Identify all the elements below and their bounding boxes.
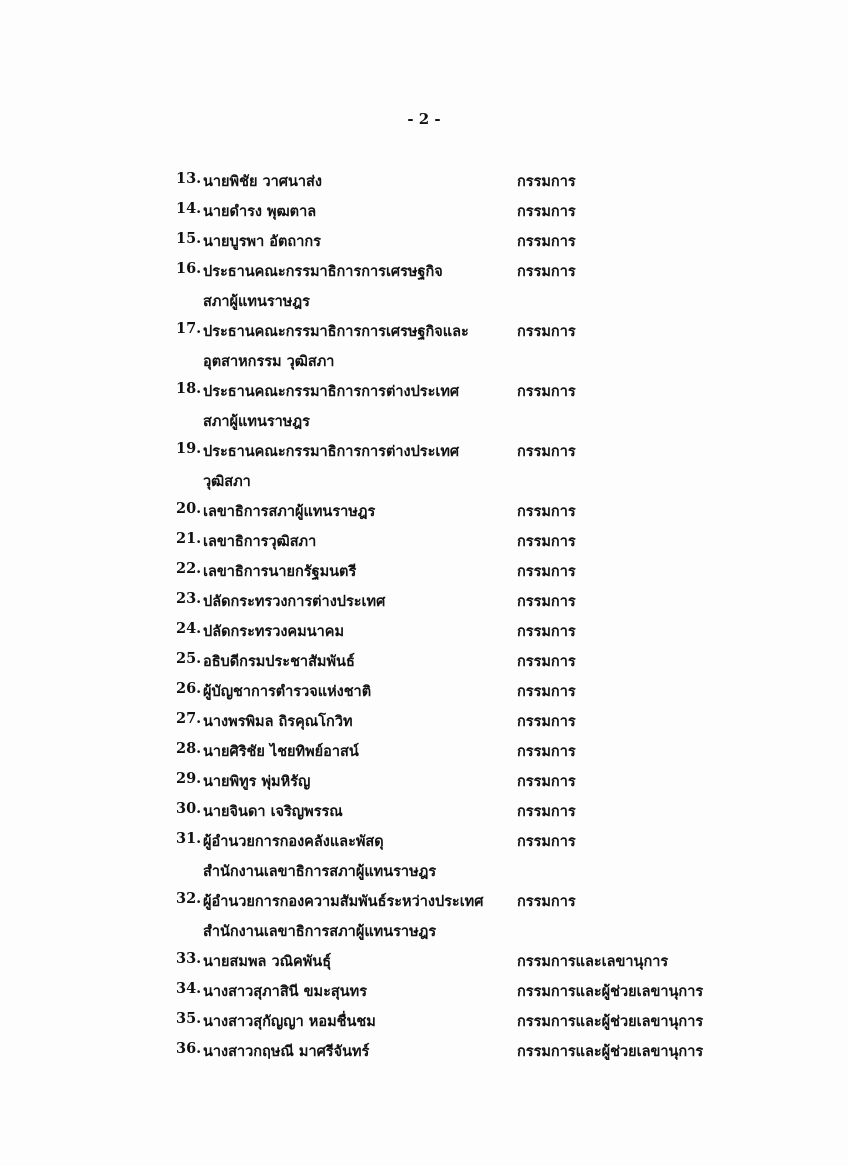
member-name: นางสาวกฤษณี มาศรีจันทร์ <box>203 1043 370 1060</box>
list-item-continuation <box>0 856 848 886</box>
member-name: นางสาวสุภาสินี ขมะสุนทร <box>203 983 367 1000</box>
item-number: 36. <box>176 1040 202 1057</box>
member-name-continued: อุตสาหกรรม วุฒิสภา <box>203 353 335 370</box>
member-name: นายบูรพา อัตถากร <box>203 233 321 250</box>
member-role: กรรมการ <box>517 263 576 280</box>
member-role: กรรมการและเลขานุการ <box>517 953 669 970</box>
list-item <box>0 166 848 196</box>
item-number: 22. <box>176 560 202 577</box>
item-number: 26. <box>176 680 202 697</box>
item-number: 14. <box>176 200 202 217</box>
item-number: 27. <box>176 710 202 727</box>
member-name: เลขาธิการสภาผู้แทนราษฎร <box>203 503 376 520</box>
list-item <box>0 436 848 466</box>
member-role: กรรมการ <box>517 563 576 580</box>
member-list <box>0 166 848 1066</box>
list-item <box>0 256 848 286</box>
member-name: ปลัดกระทรวงการต่างประเทศ <box>203 593 386 610</box>
member-role: กรรมการและผู้ช่วยเลขานุการ <box>517 1013 704 1030</box>
list-item <box>0 316 848 346</box>
list-item <box>0 196 848 226</box>
member-role: กรรมการ <box>517 743 576 760</box>
member-role: กรรมการ <box>517 443 576 460</box>
item-number: 21. <box>176 530 202 547</box>
member-name-continued: สภาผู้แทนราษฎร <box>203 413 310 430</box>
member-role: กรรมการและผู้ช่วยเลขานุการ <box>517 1043 704 1060</box>
item-number: 19. <box>176 440 202 457</box>
list-item <box>0 736 848 766</box>
item-number: 17. <box>176 320 202 337</box>
member-role: กรรมการ <box>517 683 576 700</box>
item-number: 13. <box>176 170 202 187</box>
member-role: กรรมการ <box>517 773 576 790</box>
member-name: ประธานคณะกรรมาธิการการเศรษฐกิจและ <box>203 323 469 340</box>
member-name: เลขาธิการนายกรัฐมนตรี <box>203 563 357 580</box>
member-name: นายศิริชัย ไชยทิพย์อาสน์ <box>203 743 359 760</box>
member-name: นายสมพล วณิคพันธุ์ <box>203 953 332 970</box>
item-number: 31. <box>176 830 202 847</box>
member-name: ประธานคณะกรรมาธิการการเศรษฐกิจ <box>203 263 443 280</box>
list-item <box>0 826 848 856</box>
member-name: นายดำรง พุฒตาล <box>203 203 317 220</box>
list-item-continuation <box>0 916 848 946</box>
list-item-continuation <box>0 346 848 376</box>
item-number: 34. <box>176 980 202 997</box>
member-role: กรรมการ <box>517 803 576 820</box>
page-number: - 2 - <box>407 110 441 128</box>
item-number: 33. <box>176 950 202 967</box>
list-item <box>0 886 848 916</box>
item-number: 18. <box>176 380 202 397</box>
member-name: นายจินดา เจริญพรรณ <box>203 803 343 820</box>
list-item <box>0 226 848 256</box>
member-role: กรรมการ <box>517 173 576 190</box>
list-item <box>0 706 848 736</box>
member-name-continued: วุฒิสภา <box>203 473 251 490</box>
item-number: 28. <box>176 740 202 757</box>
item-number: 29. <box>176 770 202 787</box>
member-role: กรรมการ <box>517 533 576 550</box>
list-item <box>0 646 848 676</box>
item-number: 25. <box>176 650 202 667</box>
member-role: กรรมการ <box>517 233 576 250</box>
list-item <box>0 616 848 646</box>
member-name: ปลัดกระทรวงคมนาคม <box>203 623 344 640</box>
list-item <box>0 766 848 796</box>
list-item <box>0 796 848 826</box>
list-item-continuation <box>0 466 848 496</box>
member-name: นายพิทูร พุ่มหิรัญ <box>203 773 311 790</box>
list-item <box>0 1006 848 1036</box>
list-item <box>0 976 848 1006</box>
member-name: ผู้บัญชาการตำรวจแห่งชาติ <box>203 683 372 700</box>
list-item <box>0 496 848 526</box>
item-number: 24. <box>176 620 202 637</box>
list-item-continuation <box>0 286 848 316</box>
list-item <box>0 946 848 976</box>
member-role: กรรมการ <box>517 833 576 850</box>
item-number: 16. <box>176 260 202 277</box>
list-item-continuation <box>0 406 848 436</box>
member-name-continued: สำนักงานเลขาธิการสภาผู้แทนราษฎร <box>203 863 437 880</box>
member-name: อธิบดีกรมประชาสัมพันธ์ <box>203 653 355 670</box>
list-item <box>0 586 848 616</box>
member-name: นางพรพิมล ถิรคุณโกวิท <box>203 713 353 730</box>
item-number: 23. <box>176 590 202 607</box>
item-number: 35. <box>176 1010 202 1027</box>
member-role: กรรมการ <box>517 203 576 220</box>
list-item <box>0 556 848 586</box>
member-name: นายพิชัย วาศนาส่ง <box>203 173 322 190</box>
member-name: ผู้อำนวยการกองความสัมพันธ์ระหว่างประเทศ <box>203 893 484 910</box>
member-role: กรรมการ <box>517 623 576 640</box>
member-role: กรรมการ <box>517 383 576 400</box>
member-name-continued: สำนักงานเลขาธิการสภาผู้แทนราษฎร <box>203 923 437 940</box>
member-role: กรรมการ <box>517 653 576 670</box>
list-item <box>0 526 848 556</box>
member-name: นางสาวสุกัญญา หอมชื่นชม <box>203 1013 376 1030</box>
item-number: 15. <box>176 230 202 247</box>
item-number: 32. <box>176 890 202 907</box>
list-item <box>0 376 848 406</box>
member-role: กรรมการและผู้ช่วยเลขานุการ <box>517 983 704 1000</box>
item-number: 20. <box>176 500 202 517</box>
member-role: กรรมการ <box>517 893 576 910</box>
member-role: กรรมการ <box>517 503 576 520</box>
item-number: 30. <box>176 800 202 817</box>
list-item <box>0 1036 848 1066</box>
member-name-continued: สภาผู้แทนราษฎร <box>203 293 310 310</box>
member-name: ผู้อำนวยการกองคลังและพัสดุ <box>203 833 384 850</box>
member-name: ประธานคณะกรรมาธิการการต่างประเทศ <box>203 383 460 400</box>
member-role: กรรมการ <box>517 593 576 610</box>
member-name: ประธานคณะกรรมาธิการการต่างประเทศ <box>203 443 460 460</box>
member-role: กรรมการ <box>517 323 576 340</box>
list-item <box>0 676 848 706</box>
member-role: กรรมการ <box>517 713 576 730</box>
member-name: เลขาธิการวุฒิสภา <box>203 533 317 550</box>
